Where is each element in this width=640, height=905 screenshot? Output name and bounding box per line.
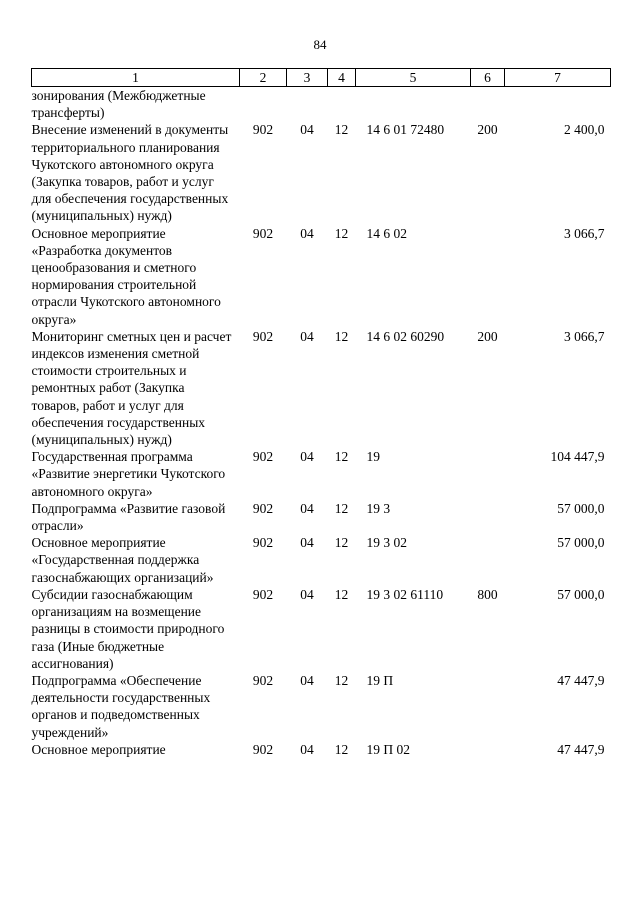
- row-code-rz: 04: [300, 225, 314, 241]
- row-code-rz: 04: [300, 741, 314, 757]
- table-row: [32, 448, 611, 500]
- row-code-csr: 19 П 02: [366, 741, 410, 757]
- row-code-csr: 14 6 01 72480: [366, 122, 445, 138]
- row-code-pr: 12: [334, 500, 349, 516]
- row-amount: 3 066,7: [564, 225, 605, 241]
- row-code-gr: 902: [252, 225, 274, 241]
- row-code-vr: 200: [477, 328, 498, 344]
- table-row: [32, 672, 611, 741]
- row-code-rz: 04: [300, 672, 314, 688]
- row-amount: 57 000,0: [557, 500, 605, 516]
- page-number: 84: [313, 37, 327, 52]
- row-amount: 104 447,9: [550, 449, 605, 465]
- table-header: [32, 69, 611, 87]
- header-col-5: 5: [356, 69, 471, 87]
- row-code-vr: [471, 534, 505, 586]
- row-amount: [505, 87, 611, 122]
- table-row: [32, 741, 611, 758]
- row-code-vr: [471, 87, 505, 122]
- row-code-vr: [471, 500, 505, 534]
- row-code-pr: 12: [334, 449, 349, 465]
- row-amount: 57 000,0: [557, 535, 605, 551]
- header-col-4: 4: [328, 69, 356, 87]
- row-code-gr: 902: [252, 535, 274, 551]
- row-code-csr: 14 6 02: [366, 225, 407, 241]
- table-row: [32, 534, 611, 586]
- row-code-pr: 12: [334, 225, 349, 241]
- row-code-pr: 12: [334, 535, 349, 551]
- row-code-vr: 800: [477, 586, 498, 602]
- row-code-gr: 902: [252, 586, 274, 602]
- row-amount: 3 066,7: [564, 328, 605, 344]
- row-name: Внесение изменений в документы территориального планирования Чукотского автономного округа (Закупка товаров, работ и услуг для обеспечения государственных (муниципальных) нужд): [31, 122, 229, 224]
- row-name: Субсидии газоснабжающим организациям на возмещение разницы в стоимости природного газа (Иные бюджетные ассигнования): [31, 586, 225, 671]
- row-name: Основное мероприятие: [31, 741, 166, 757]
- row-name: Основное мероприятие «Разработка документов ценообразования и сметного нормирования строительной отрасли Чукотского автономного округа»: [31, 225, 221, 327]
- row-code-gr: 902: [252, 122, 274, 138]
- row-name: Государственная программа «Развитие энергетики Чукотского автономного округа»: [31, 449, 226, 499]
- row-code-csr: 19 3 02: [366, 535, 407, 551]
- header-col-3: 3: [287, 69, 328, 87]
- row-code-pr: 12: [334, 328, 349, 344]
- row-code-rz: [287, 87, 328, 122]
- row-code-gr: 902: [252, 449, 274, 465]
- row-code-rz: 04: [300, 500, 314, 516]
- row-code-csr: 19 3 02 61110: [366, 586, 444, 602]
- table-row: [32, 586, 611, 672]
- row-amount: 47 447,9: [557, 741, 605, 757]
- header-col-2: 2: [240, 69, 287, 87]
- row-code-vr: [471, 225, 505, 328]
- table-row: [32, 87, 611, 122]
- row-name: зонирования (Межбюджетные трансферты): [31, 88, 206, 121]
- budget-table: [31, 68, 611, 758]
- table-row: [32, 500, 611, 534]
- header-col-7: 7: [505, 69, 611, 87]
- row-amount: 47 447,9: [557, 672, 605, 688]
- row-code-pr: 12: [334, 672, 349, 688]
- row-name: Подпрограмма «Обеспечение деятельности государственных органов и подведомственных учреждений»: [31, 672, 211, 740]
- row-code-gr: 902: [252, 672, 274, 688]
- row-code-rz: 04: [300, 449, 314, 465]
- row-code-gr: 902: [252, 741, 274, 757]
- row-code-rz: 04: [300, 586, 314, 602]
- row-code-vr: [471, 741, 505, 758]
- row-code-gr: 902: [252, 328, 274, 344]
- header-col-1: 1: [32, 69, 240, 87]
- row-code-pr: 12: [334, 122, 349, 138]
- row-code-pr: [328, 87, 356, 122]
- row-amount: 2 400,0: [564, 122, 605, 138]
- row-code-csr: [356, 87, 471, 122]
- row-code-csr: 19: [366, 449, 380, 465]
- row-code-rz: 04: [300, 535, 314, 551]
- table-row: [32, 121, 611, 224]
- row-code-rz: 04: [300, 122, 314, 138]
- row-name: Мониторинг сметных цен и расчет индексов изменения сметной стоимости строительных и ремонтных работ (Закупка товаров, работ и услуг для обеспечения государственных (муниципальных) нужд): [31, 328, 232, 448]
- row-code-vr: [471, 672, 505, 741]
- row-code-csr: 14 6 02 60290: [366, 328, 445, 344]
- row-amount: 57 000,0: [557, 586, 605, 602]
- row-code-rz: 04: [300, 328, 314, 344]
- table-row: [32, 328, 611, 448]
- row-code-vr: [471, 448, 505, 500]
- table-body: [32, 87, 611, 758]
- row-name: Основное мероприятие «Государственная поддержка газоснабжающих организаций»: [31, 535, 214, 585]
- row-code-vr: 200: [477, 122, 498, 138]
- row-code-pr: 12: [334, 741, 349, 757]
- header-col-6: 6: [471, 69, 505, 87]
- header-row: [32, 69, 611, 87]
- row-name: Подпрограмма «Развитие газовой отрасли»: [31, 500, 226, 534]
- row-code-csr: 19 П: [366, 672, 394, 688]
- row-code-gr: 902: [252, 500, 274, 516]
- table-row: [32, 225, 611, 328]
- row-code-gr: [240, 87, 287, 122]
- row-code-pr: 12: [334, 586, 349, 602]
- row-code-csr: 19 3: [366, 500, 391, 516]
